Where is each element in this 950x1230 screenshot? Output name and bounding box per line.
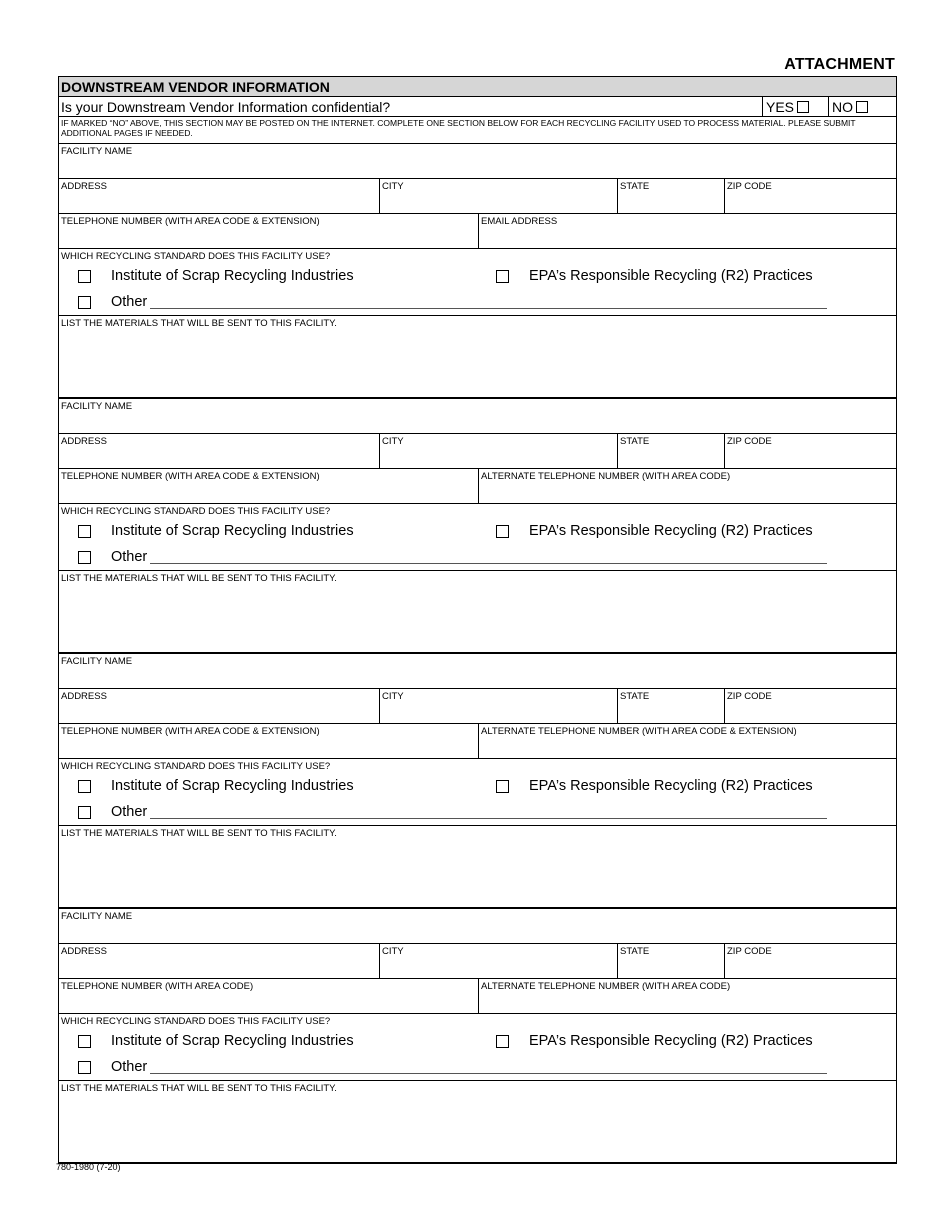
facility-section: [59, 654, 896, 909]
materials-field[interactable]: [59, 316, 896, 397]
facility-name-label: FACILITY NAME: [61, 911, 133, 922]
zip-field[interactable]: [724, 689, 898, 723]
standard-row: [59, 249, 896, 316]
isri-option: [78, 268, 354, 284]
other-input-line[interactable]: [150, 1073, 827, 1074]
address-field[interactable]: [59, 689, 379, 723]
materials-label: LIST THE MATERIALS THAT WILL BE SENT TO THIS FACILITY.: [61, 1083, 337, 1094]
other-option: [78, 294, 147, 310]
telephone-field[interactable]: [59, 979, 478, 1013]
form-number: 780-1980 (7-20): [56, 1162, 121, 1172]
r2-option: [496, 523, 813, 539]
standard-question: WHICH RECYCLING STANDARD DOES THIS FACILITY USE?: [61, 761, 331, 772]
address-row: [59, 944, 896, 979]
isri-label: Institute of Scrap Recycling Industries: [111, 268, 354, 284]
facility-name-field[interactable]: [59, 909, 898, 943]
facility-name-label: FACILITY NAME: [61, 656, 133, 667]
yes-label: YES: [766, 99, 795, 115]
isri-checkbox[interactable]: [78, 270, 91, 283]
isri-option: [78, 523, 354, 539]
downstream-vendor-form: [58, 76, 897, 1164]
standard-row: [59, 1014, 896, 1081]
yes-checkbox[interactable]: [797, 101, 809, 113]
address-field[interactable]: [59, 944, 379, 978]
other-label: Other: [111, 1059, 148, 1075]
other-checkbox[interactable]: [78, 806, 91, 819]
isri-checkbox[interactable]: [78, 780, 91, 793]
other-input-line[interactable]: [150, 563, 827, 564]
other-checkbox[interactable]: [78, 551, 91, 564]
materials-field[interactable]: [59, 571, 896, 652]
telephone-field[interactable]: [59, 724, 478, 758]
contact-row: [59, 214, 896, 249]
contact-row: [59, 979, 896, 1014]
address-field[interactable]: [59, 179, 379, 213]
city-field[interactable]: [379, 434, 617, 468]
state-field[interactable]: [617, 689, 724, 723]
materials-label: LIST THE MATERIALS THAT WILL BE SENT TO THIS FACILITY.: [61, 318, 337, 329]
materials-label: LIST THE MATERIALS THAT WILL BE SENT TO THIS FACILITY.: [61, 828, 337, 839]
address-label: ADDRESS: [61, 181, 107, 192]
zip-field[interactable]: [724, 944, 898, 978]
isri-checkbox[interactable]: [78, 525, 91, 538]
city-field[interactable]: [379, 689, 617, 723]
r2-checkbox[interactable]: [496, 525, 509, 538]
second-contact-label: ALTERNATE TELEPHONE NUMBER (WITH AREA CODE): [481, 471, 731, 482]
facility-section: [59, 144, 896, 399]
other-checkbox[interactable]: [78, 1061, 91, 1074]
facility-name-row: [59, 654, 896, 689]
second-contact-label: ALTERNATE TELEPHONE NUMBER (WITH AREA CODE): [481, 981, 731, 992]
section-header: DOWNSTREAM VENDOR INFORMATION: [59, 77, 896, 97]
standard-row: [59, 759, 896, 826]
address-row: [59, 689, 896, 724]
standard-row: [59, 504, 896, 571]
isri-label: Institute of Scrap Recycling Industries: [111, 523, 354, 539]
second-contact-field[interactable]: [478, 724, 898, 758]
other-checkbox[interactable]: [78, 296, 91, 309]
standard-question: WHICH RECYCLING STANDARD DOES THIS FACILITY USE?: [61, 506, 331, 517]
contact-row: [59, 724, 896, 759]
state-label: STATE: [620, 691, 650, 702]
r2-option: [496, 778, 813, 794]
zip-field[interactable]: [724, 179, 898, 213]
address-label: ADDRESS: [61, 946, 107, 957]
second-contact-label: ALTERNATE TELEPHONE NUMBER (WITH AREA CODE & EXTENSION): [481, 726, 797, 737]
telephone-label: TELEPHONE NUMBER (WITH AREA CODE): [61, 981, 254, 992]
second-contact-field[interactable]: [478, 214, 898, 248]
zip-label: ZIP CODE: [727, 691, 772, 702]
other-option: [78, 549, 147, 565]
telephone-label: TELEPHONE NUMBER (WITH AREA CODE & EXTENSION): [61, 216, 320, 227]
no-checkbox[interactable]: [856, 101, 868, 113]
materials-label: LIST THE MATERIALS THAT WILL BE SENT TO THIS FACILITY.: [61, 573, 337, 584]
state-label: STATE: [620, 436, 650, 447]
attachment-title: ATTACHMENT: [784, 56, 895, 73]
city-label: CITY: [382, 181, 404, 192]
standard-question: WHICH RECYCLING STANDARD DOES THIS FACILITY USE?: [61, 1016, 331, 1027]
other-label: Other: [111, 294, 148, 310]
r2-checkbox[interactable]: [496, 780, 509, 793]
other-option: [78, 804, 147, 820]
r2-checkbox[interactable]: [496, 1035, 509, 1048]
city-field[interactable]: [379, 944, 617, 978]
city-label: CITY: [382, 691, 404, 702]
facility-section: [59, 909, 896, 1164]
r2-option: [496, 1033, 813, 1049]
city-label: CITY: [382, 946, 404, 957]
other-label: Other: [111, 804, 148, 820]
confidential-no: [828, 97, 898, 116]
state-label: STATE: [620, 181, 650, 192]
other-label: Other: [111, 549, 148, 565]
address-field[interactable]: [59, 434, 379, 468]
telephone-field[interactable]: [59, 469, 478, 503]
city-field[interactable]: [379, 179, 617, 213]
isri-label: Institute of Scrap Recycling Industries: [111, 1033, 354, 1049]
facility-name-field[interactable]: [59, 399, 898, 433]
other-option: [78, 1059, 147, 1075]
r2-label: EPA’s Responsible Recycling (R2) Practices: [529, 778, 813, 794]
contact-row: [59, 469, 896, 504]
posting-notice: IF MARKED “NO” ABOVE, THIS SECTION MAY BE POSTED ON THE INTERNET. COMPLETE ONE SECTION BELOW FOR EACH RECYCLING FACILITY USED TO PROCESS MATERIAL. PLEASE SUBMIT ADDITIONAL PAGES IF NEEDED.: [59, 117, 896, 144]
facility-section: [59, 399, 896, 654]
isri-label: Institute of Scrap Recycling Industries: [111, 778, 354, 794]
other-input-line[interactable]: [150, 818, 827, 819]
facility-name-field[interactable]: [59, 654, 898, 688]
facility-name-row: [59, 909, 896, 944]
zip-field[interactable]: [724, 434, 898, 468]
confidential-yes: [762, 97, 825, 116]
telephone-label: TELEPHONE NUMBER (WITH AREA CODE & EXTENSION): [61, 471, 320, 482]
state-label: STATE: [620, 946, 650, 957]
confidential-question: Is your Downstream Vendor Information confidential?: [61, 99, 391, 115]
isri-checkbox[interactable]: [78, 1035, 91, 1048]
isri-option: [78, 778, 354, 794]
r2-label: EPA’s Responsible Recycling (R2) Practices: [529, 268, 813, 284]
address-label: ADDRESS: [61, 691, 107, 702]
state-field[interactable]: [617, 179, 724, 213]
address-label: ADDRESS: [61, 436, 107, 447]
facility-name-row: [59, 144, 896, 179]
city-label: CITY: [382, 436, 404, 447]
address-row: [59, 434, 896, 469]
r2-label: EPA’s Responsible Recycling (R2) Practices: [529, 1033, 813, 1049]
no-label: NO: [832, 99, 853, 115]
second-contact-field[interactable]: [478, 979, 898, 1013]
zip-label: ZIP CODE: [727, 946, 772, 957]
materials-field[interactable]: [59, 826, 896, 907]
r2-checkbox[interactable]: [496, 270, 509, 283]
second-contact-field[interactable]: [478, 469, 898, 503]
facility-name-field[interactable]: [59, 144, 898, 178]
isri-option: [78, 1033, 354, 1049]
confidential-row: [59, 97, 896, 117]
telephone-label: TELEPHONE NUMBER (WITH AREA CODE & EXTENSION): [61, 726, 320, 737]
zip-label: ZIP CODE: [727, 436, 772, 447]
standard-question: WHICH RECYCLING STANDARD DOES THIS FACILITY USE?: [61, 251, 331, 262]
zip-label: ZIP CODE: [727, 181, 772, 192]
facility-name-label: FACILITY NAME: [61, 401, 133, 412]
second-contact-label: EMAIL ADDRESS: [481, 216, 558, 227]
r2-label: EPA’s Responsible Recycling (R2) Practices: [529, 523, 813, 539]
r2-option: [496, 268, 813, 284]
materials-field[interactable]: [59, 1081, 896, 1162]
facility-name-row: [59, 399, 896, 434]
state-field[interactable]: [617, 944, 724, 978]
facility-name-label: FACILITY NAME: [61, 146, 133, 157]
other-input-line[interactable]: [150, 308, 827, 309]
address-row: [59, 179, 896, 214]
state-field[interactable]: [617, 434, 724, 468]
telephone-field[interactable]: [59, 214, 478, 248]
